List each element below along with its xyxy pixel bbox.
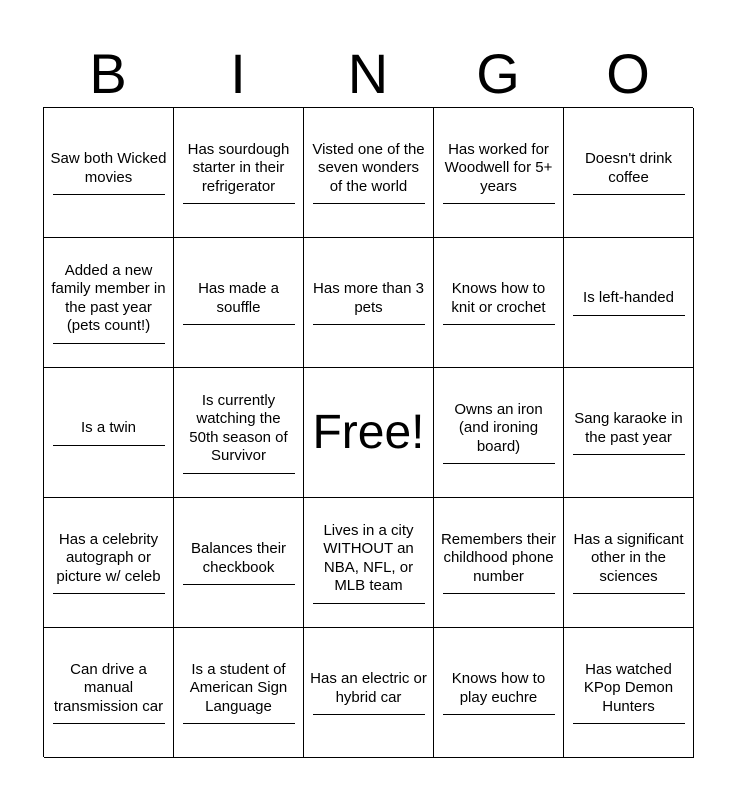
square-text: Is currently watching the 50th season of Survivor	[189, 391, 288, 464]
signature-line	[443, 324, 555, 325]
header-letter-n: N	[347, 42, 389, 105]
bingo-square[interactable]	[304, 238, 434, 368]
square-text: Has more than 3 pets	[313, 280, 424, 316]
signature-line	[573, 454, 685, 455]
signature-line	[313, 203, 425, 204]
square-text: Doesn't drink coffee	[584, 150, 673, 186]
bingo-square[interactable]	[174, 498, 304, 628]
bingo-square[interactable]	[44, 628, 174, 758]
bingo-square[interactable]	[174, 628, 304, 758]
bingo-square[interactable]	[564, 108, 694, 238]
signature-line	[313, 324, 425, 325]
bingo-square[interactable]	[304, 108, 434, 238]
signature-line	[573, 593, 685, 594]
bingo-square[interactable]	[44, 238, 174, 368]
free-square-label: Free!	[312, 405, 425, 459]
signature-line	[183, 723, 295, 724]
bingo-header	[43, 40, 693, 108]
bingo-square[interactable]	[44, 108, 174, 238]
square-text: Has a celebrity autograph or picture w/ celeb	[56, 530, 161, 585]
signature-line	[443, 714, 555, 715]
square-text: Is a twin	[80, 419, 137, 437]
bingo-square[interactable]	[44, 368, 174, 498]
square-text: Balances their checkbook	[190, 540, 287, 576]
signature-line	[53, 445, 165, 446]
header-letter-b: B	[89, 42, 127, 105]
bingo-square[interactable]	[434, 498, 564, 628]
bingo-square[interactable]	[564, 628, 694, 758]
bingo-square[interactable]	[434, 628, 564, 758]
header-letter-o: O	[606, 42, 650, 105]
signature-line	[53, 194, 165, 195]
signature-line	[443, 203, 555, 204]
square-text: Is left-handed	[583, 289, 674, 307]
bingo-square[interactable]	[174, 238, 304, 368]
signature-line	[183, 584, 295, 585]
square-text: Added a new family member in the past year (pets count!)	[51, 261, 166, 334]
signature-line	[183, 203, 295, 204]
square-text: Has a significant other in the sciences	[573, 530, 684, 585]
bingo-square[interactable]	[434, 238, 564, 368]
bingo-square[interactable]	[434, 368, 564, 498]
square-text: Has watched KPop Demon Hunters	[583, 660, 674, 715]
square-text: Has made a souffle	[198, 280, 279, 316]
signature-line	[53, 343, 165, 344]
bingo-square[interactable]	[304, 498, 434, 628]
square-text: Knows how to knit or crochet	[451, 280, 546, 316]
free-square[interactable]	[304, 368, 434, 498]
bingo-square[interactable]	[174, 108, 304, 238]
bingo-square[interactable]	[434, 108, 564, 238]
signature-line	[573, 315, 685, 316]
square-text: Is a student of American Sign Language	[189, 660, 288, 715]
signature-line	[53, 723, 165, 724]
square-text: Has sourdough starter in their refrigerator	[187, 140, 290, 195]
signature-line	[313, 714, 425, 715]
square-text: Owns an iron (and ironing board)	[454, 400, 543, 455]
square-text: Remembers their childhood phone number	[440, 530, 557, 585]
bingo-grid	[43, 107, 693, 757]
square-text: Can drive a manual transmission car	[53, 660, 164, 715]
signature-line	[53, 593, 165, 594]
bingo-square[interactable]	[564, 238, 694, 368]
square-text: Visted one of the seven wonders of the world	[312, 140, 425, 195]
square-text: Knows how to play euchre	[451, 670, 546, 706]
square-text: Saw both Wicked movies	[50, 150, 167, 186]
bingo-square[interactable]	[44, 498, 174, 628]
signature-line	[313, 603, 425, 604]
header-letter-i: I	[230, 42, 246, 105]
header-letter-g: G	[476, 42, 520, 105]
bingo-square[interactable]	[564, 368, 694, 498]
signature-line	[183, 324, 295, 325]
square-text: Lives in a city WITHOUT an NBA, NFL, or MLB team	[323, 521, 414, 594]
bingo-square[interactable]	[304, 628, 434, 758]
signature-line	[443, 463, 555, 464]
signature-line	[573, 194, 685, 195]
signature-line	[443, 593, 555, 594]
bingo-square[interactable]	[564, 498, 694, 628]
square-text: Has worked for Woodwell for 5+ years	[444, 140, 553, 195]
signature-line	[573, 723, 685, 724]
signature-line	[183, 473, 295, 474]
bingo-square[interactable]	[174, 368, 304, 498]
square-text: Sang karaoke in the past year	[574, 410, 683, 446]
square-text: Has an electric or hybrid car	[310, 670, 427, 706]
